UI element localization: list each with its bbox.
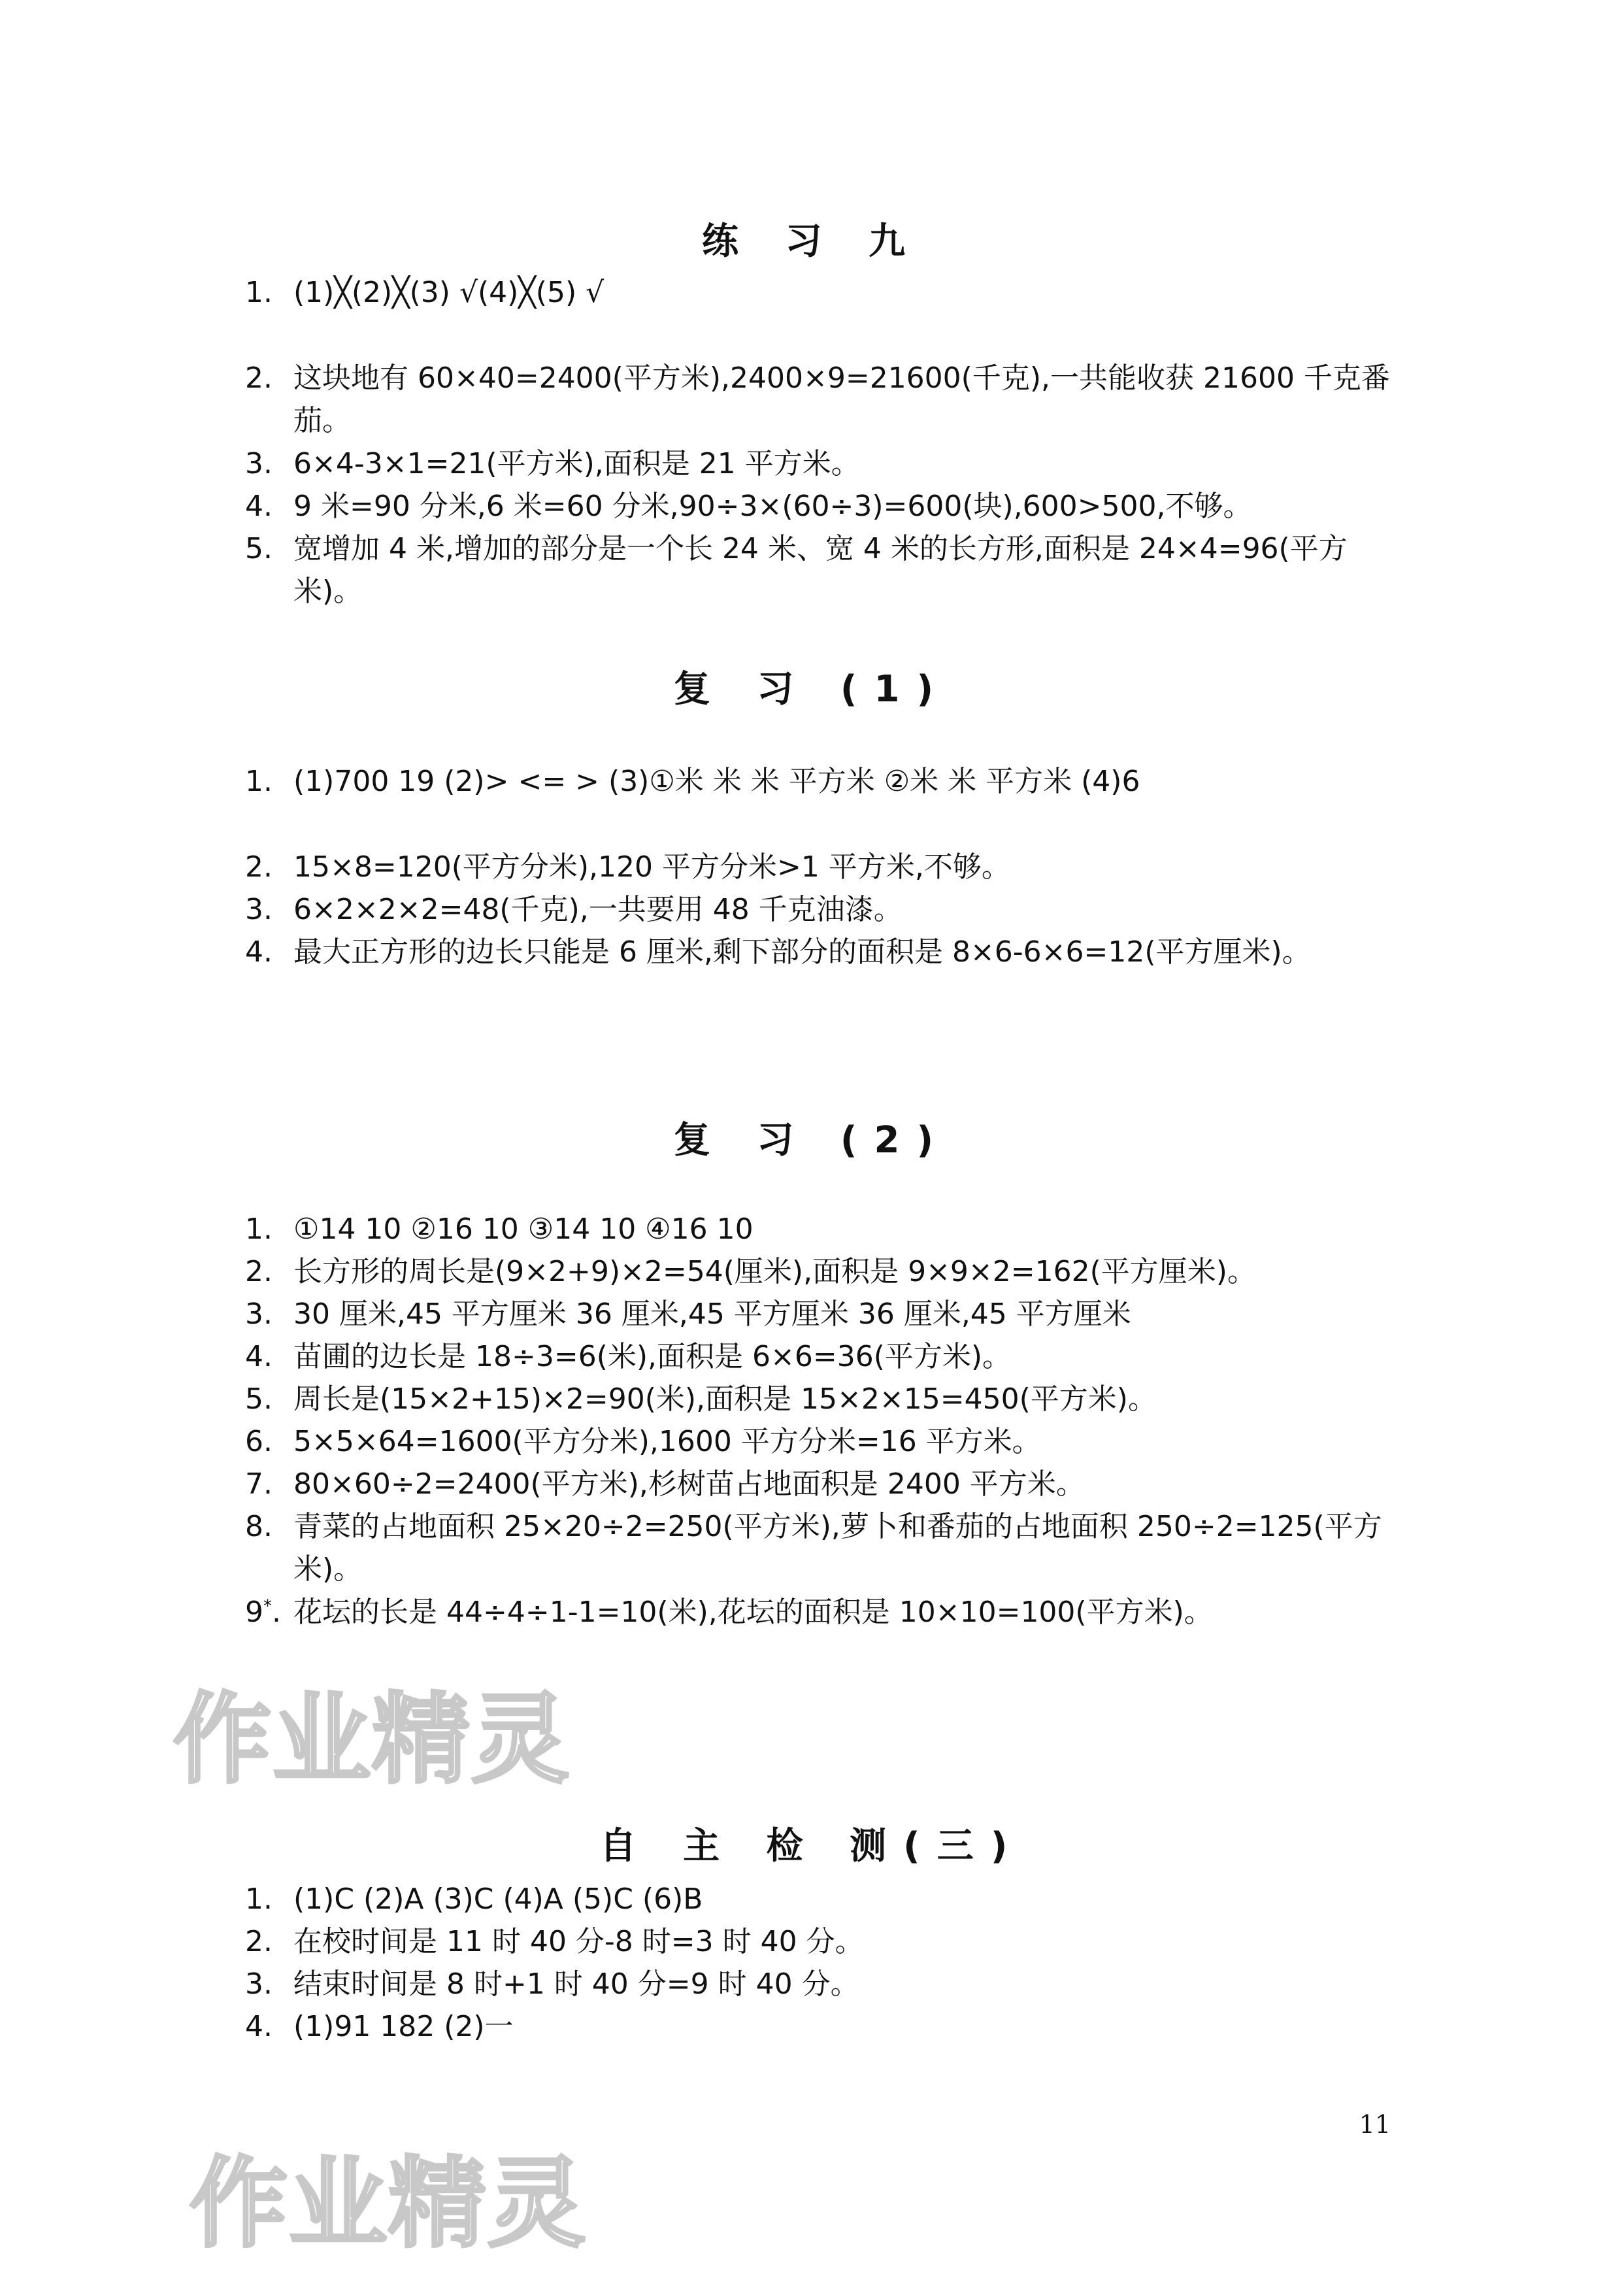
item-number: 3.	[245, 1297, 273, 1331]
section-title-exercise-9: 练 习 九	[702, 220, 922, 263]
item-text: 15×8=120(平方分米),120 平方分米>1 平方米,不够。	[293, 850, 1010, 884]
item-text: 9 米=90 分米,6 米=60 分米,90÷3×(60÷3)=600(块),600>500,不够。	[293, 490, 1252, 523]
item-text: 宽增加 4 米,增加的部分是一个长 24 米、宽 4 米的长方形,面积是 24×4=96(平方米)。	[293, 532, 1348, 608]
item-number	[245, 1591, 281, 1633]
item-number: 6.	[245, 1425, 273, 1458]
item-number: 1.	[245, 1212, 273, 1246]
item-text: 5×5×64=1600(平方分米),1600 平方分米=16 平方米。	[293, 1425, 1041, 1458]
item-text: 这块地有 60×40=2400(平方米),2400×9=21600(千克),一共能收获 21600 千克番茄。	[293, 361, 1390, 437]
item-number: 1.	[245, 1882, 273, 1916]
item-number-dot: .	[272, 1596, 281, 1629]
item-text: 30 厘米,45 平方厘米 36 厘米,45 平方厘米 36 厘米,45 平方厘米	[293, 1297, 1131, 1331]
item-number: 8.	[245, 1510, 273, 1543]
section-title-review-1: 复 习 (1)	[673, 668, 951, 711]
item-number: 1.	[245, 765, 273, 798]
item-text: (1)╳(2)╳(3) √(4)╳(5) √	[293, 276, 605, 309]
item-number: 5.	[245, 532, 273, 565]
item-text: 周长是(15×2+15)×2=90(米),面积是 15×2×15=450(平方米)。	[293, 1382, 1157, 1416]
optional-star-mark: *	[263, 1596, 272, 1616]
item-number: 4.	[245, 935, 273, 969]
item-text: (1)700 19 (2)> <= > (3)①米 米 米 平方米 ②米 米 平方米 (4)6	[293, 765, 1140, 798]
item-text: 花坛的长是 44÷4÷1-1=10(米),花坛的面积是 10×10=100(平方米)。	[293, 1596, 1213, 1629]
item-text: (1)91 182 (2)一	[293, 2010, 514, 2043]
section-title-review-2: 复 习 (2)	[673, 1119, 951, 1162]
item-number: 4.	[245, 490, 273, 523]
item-text: (1)C (2)A (3)C (4)A (5)C (6)B	[293, 1882, 703, 1916]
item-text: ①14 10 ②16 10 ③14 10 ④16 10	[293, 1212, 754, 1246]
item-text: 6×4-3×1=21(平方米),面积是 21 平方米。	[293, 447, 860, 480]
item-text: 结束时间是 8 时+1 时 40 分=9 时 40 分。	[293, 1967, 859, 2001]
item-text: 苗圃的边长是 18÷3=6(米),面积是 6×6=36(平方米)。	[293, 1340, 1012, 1373]
item-number: 4.	[245, 2010, 273, 2043]
item-number: 2.	[245, 361, 273, 395]
item-number: 2.	[245, 1925, 273, 1958]
item-number: 2.	[245, 1255, 273, 1288]
item-number: 7.	[245, 1467, 273, 1501]
item-number: 2.	[245, 850, 273, 884]
item-number: 5.	[245, 1382, 273, 1416]
watermark-logo: 作业精灵	[190, 2147, 588, 2261]
item-text: 在校时间是 11 时 40 分-8 时=3 时 40 分。	[293, 1925, 864, 1958]
section-title-self-test-3: 自 主 检 测(三)	[599, 1825, 1025, 1867]
item-text: 最大正方形的边长只能是 6 厘米,剩下部分的面积是 8×6-6×6=12(平方厘米)。	[293, 935, 1311, 969]
item-text: 青菜的占地面积 25×20÷2=250(平方米),萝卜和番茄的占地面积 250÷2=125(平方米)。	[293, 1510, 1382, 1586]
item-number-digit: 9	[245, 1596, 263, 1629]
item-text: 6×2×2×2=48(千克),一共要用 48 千克油漆。	[293, 893, 903, 926]
item-number: 3.	[245, 893, 273, 926]
item-number: 3.	[245, 1967, 273, 2001]
item-text: 长方形的周长是(9×2+9)×2=54(厘米),面积是 9×9×2=162(平方厘米)。	[293, 1255, 1256, 1288]
page-number: 11	[1359, 2110, 1391, 2139]
watermark-logo: 作业精灵	[173, 1683, 571, 1797]
item-number: 1.	[245, 276, 273, 309]
item-text: 80×60÷2=2400(平方米),杉树苗占地面积是 2400 平方米。	[293, 1467, 1085, 1501]
item-number: 4.	[245, 1340, 273, 1373]
item-number: 3.	[245, 447, 273, 480]
